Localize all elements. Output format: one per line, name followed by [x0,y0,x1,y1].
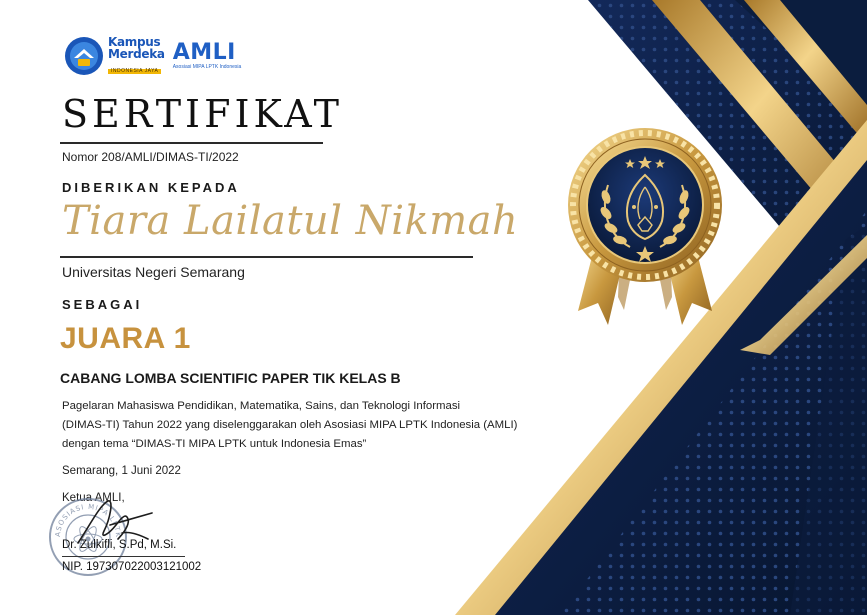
description-line: dengan tema “DIMAS-TI MIPA LPTK untuk Indonesia Emas” [62,438,367,450]
description-line: (DIMAS-TI) Tahun 2022 yang diselenggarakan oleh Asosiasi MIPA LPTK Indonesia (AMLI) [62,419,518,431]
event-description [62,397,602,454]
kampus-merdeka-tagline: INDONESIA JAYA [108,69,161,74]
kampus-merdeka-line1: Kampus [108,35,161,49]
award-badge-icon [560,125,730,340]
amli-logo [173,42,242,70]
place-and-date: Semarang, 1 Juni 2022 [62,465,181,477]
certificate-number: Nomor 208/AMLI/DIMAS-TI/2022 [62,150,239,164]
recipient-name: Tiara Lailatul Nikmah [62,198,519,244]
as-label: SEBAGAI [62,297,143,312]
given-to-label: DIBERIKAN KEPADA [62,180,240,195]
description-line: Pagelaran Mahasiswa Pendidikan, Matematika, Sains, dan Teknologi Informasi [62,400,461,412]
award-rank: JUARA 1 [60,322,191,355]
amli-wordmark: AMLI [172,40,236,65]
competition-branch: CABANG LOMBA SCIENTIFIC PAPER TIK KELAS B [60,370,401,386]
signer-id-number: NIP. 197307022003121002 [62,561,202,573]
signer-underline [62,556,185,557]
title-underline [60,142,323,144]
kampus-merdeka-logo-icon [64,36,104,76]
recipient-underline [60,256,473,258]
stamp-text: ASOSIASI MIPA LPTK [53,502,123,539]
recipient-university: Universitas Negeri Semarang [62,264,245,280]
amli-subtitle: Asosiasi MIPA LPTK Indonesia [172,64,242,70]
header-logos [64,36,241,76]
kampus-merdeka-wordmark [108,36,165,76]
signer-role: Ketua AMLI, [62,492,125,504]
certificate-title: SERTIFIKAT [62,92,344,136]
kampus-merdeka-line2: Merdeka [108,47,165,61]
signer-name: Dr. Zulkifli, S.Pd, M.Si. [62,539,177,551]
